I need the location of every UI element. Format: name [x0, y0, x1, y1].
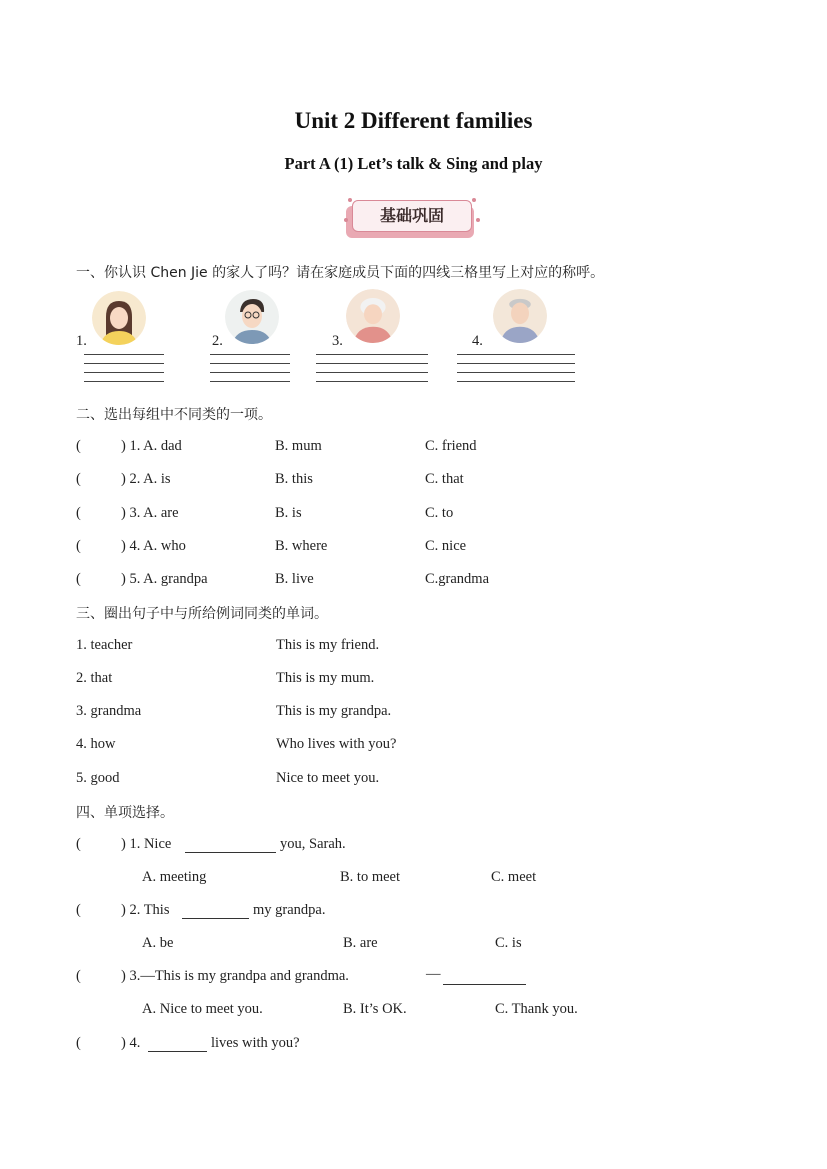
blank-line[interactable] [182, 918, 249, 919]
answer-paren[interactable]: ( [76, 505, 81, 521]
girl-portrait-icon [92, 291, 146, 345]
answer-paren[interactable]: ( [76, 538, 81, 554]
reply-dash: — [426, 966, 441, 982]
question-stem: ) 3.—This is my grandpa and grandma. [121, 968, 349, 984]
writing-lines[interactable] [316, 354, 428, 390]
banner-dot [348, 198, 352, 202]
man-with-glasses-portrait-icon [225, 290, 279, 344]
option-a: ) 5. A. grandpa [121, 571, 208, 587]
question-stem-end: you, Sarah. [280, 836, 346, 852]
item-number: 4. [472, 333, 483, 349]
option-a: ) 1. A. dad [121, 438, 182, 454]
section2-heading: 二、选出每组中不同类的一项。 [76, 407, 272, 423]
answer-paren[interactable]: ( [76, 471, 81, 487]
option-c: C. friend [425, 438, 477, 454]
question-stem-end: lives with you? [211, 1035, 300, 1051]
answer-paren[interactable]: ( [76, 571, 81, 587]
option-b: B. It’s OK. [343, 1001, 407, 1017]
option-b: B. live [275, 571, 314, 587]
grandma-portrait-icon [346, 289, 400, 343]
banner-dot [344, 218, 348, 222]
question-stem: ) 4. [121, 1035, 141, 1051]
question-stem: ) 1. Nice [121, 836, 172, 852]
section3-heading: 三、圈出句子中与所给例词同类的单词。 [76, 606, 328, 622]
sentence[interactable]: Who lives with you? [276, 736, 397, 752]
example-word: 2. that [76, 670, 113, 686]
option-b: B. is [275, 505, 302, 521]
option-a: A. Nice to meet you. [142, 1001, 263, 1017]
item-number: 2. [212, 333, 223, 349]
option-a: ) 3. A. are [121, 505, 179, 521]
option-a: ) 4. A. who [121, 538, 186, 554]
example-word: 1. teacher [76, 637, 133, 653]
banner-label: 基础巩固 [352, 200, 472, 232]
answer-paren[interactable]: ( [76, 836, 81, 852]
option-c: C.grandma [425, 571, 490, 587]
banner-dot [472, 198, 476, 202]
answer-paren[interactable]: ( [76, 438, 81, 454]
item-number: 1. [76, 333, 87, 349]
option-c: C. meet [491, 869, 537, 885]
blank-line[interactable] [148, 1051, 207, 1052]
grandpa-portrait-icon [493, 289, 547, 343]
banner-dot [476, 218, 480, 222]
answer-paren[interactable]: ( [76, 968, 81, 984]
option-a: A. be [142, 935, 174, 951]
answer-paren[interactable]: ( [76, 902, 81, 918]
option-b: B. to meet [340, 869, 401, 885]
answer-paren[interactable]: ( [76, 1035, 81, 1051]
item-number: 3. [332, 333, 343, 349]
option-a: A. meeting [142, 869, 207, 885]
example-word: 4. how [76, 736, 116, 752]
example-word: 5. good [76, 770, 120, 786]
option-c: C. is [495, 935, 522, 951]
writing-lines[interactable] [457, 354, 575, 390]
section-banner [346, 198, 476, 238]
page-title: Unit 2 Different families [294, 108, 533, 133]
option-c: C. that [425, 471, 464, 487]
option-a: ) 2. A. is [121, 471, 171, 487]
page-subtitle: Part A (1) Let’s talk & Sing and play [284, 154, 543, 173]
section4-heading: 四、单项选择。 [76, 805, 174, 821]
option-c: C. Thank you. [495, 1001, 578, 1017]
question-stem: ) 2. This [121, 902, 170, 918]
option-c: C. nice [425, 538, 467, 554]
question-stem-end: my grandpa. [253, 902, 326, 918]
blank-line[interactable] [443, 984, 526, 985]
writing-lines[interactable] [84, 354, 164, 390]
example-word: 3. grandma [76, 703, 142, 719]
sentence[interactable]: Nice to meet you. [276, 770, 380, 786]
section1-heading: 一、你认识 Chen Jie 的家人了吗？请在家庭成员下面的四线三格里写上对应的称呼。 [76, 265, 605, 281]
option-c: C. to [425, 505, 454, 521]
option-b: B. are [343, 935, 378, 951]
sentence[interactable]: This is my mum. [276, 670, 375, 686]
sentence[interactable]: This is my friend. [276, 637, 380, 653]
option-b: B. mum [275, 438, 322, 454]
writing-lines[interactable] [210, 354, 290, 390]
blank-line[interactable] [185, 852, 276, 853]
sentence[interactable]: This is my grandpa. [276, 703, 392, 719]
option-b: B. where [275, 538, 328, 554]
option-b: B. this [275, 471, 313, 487]
